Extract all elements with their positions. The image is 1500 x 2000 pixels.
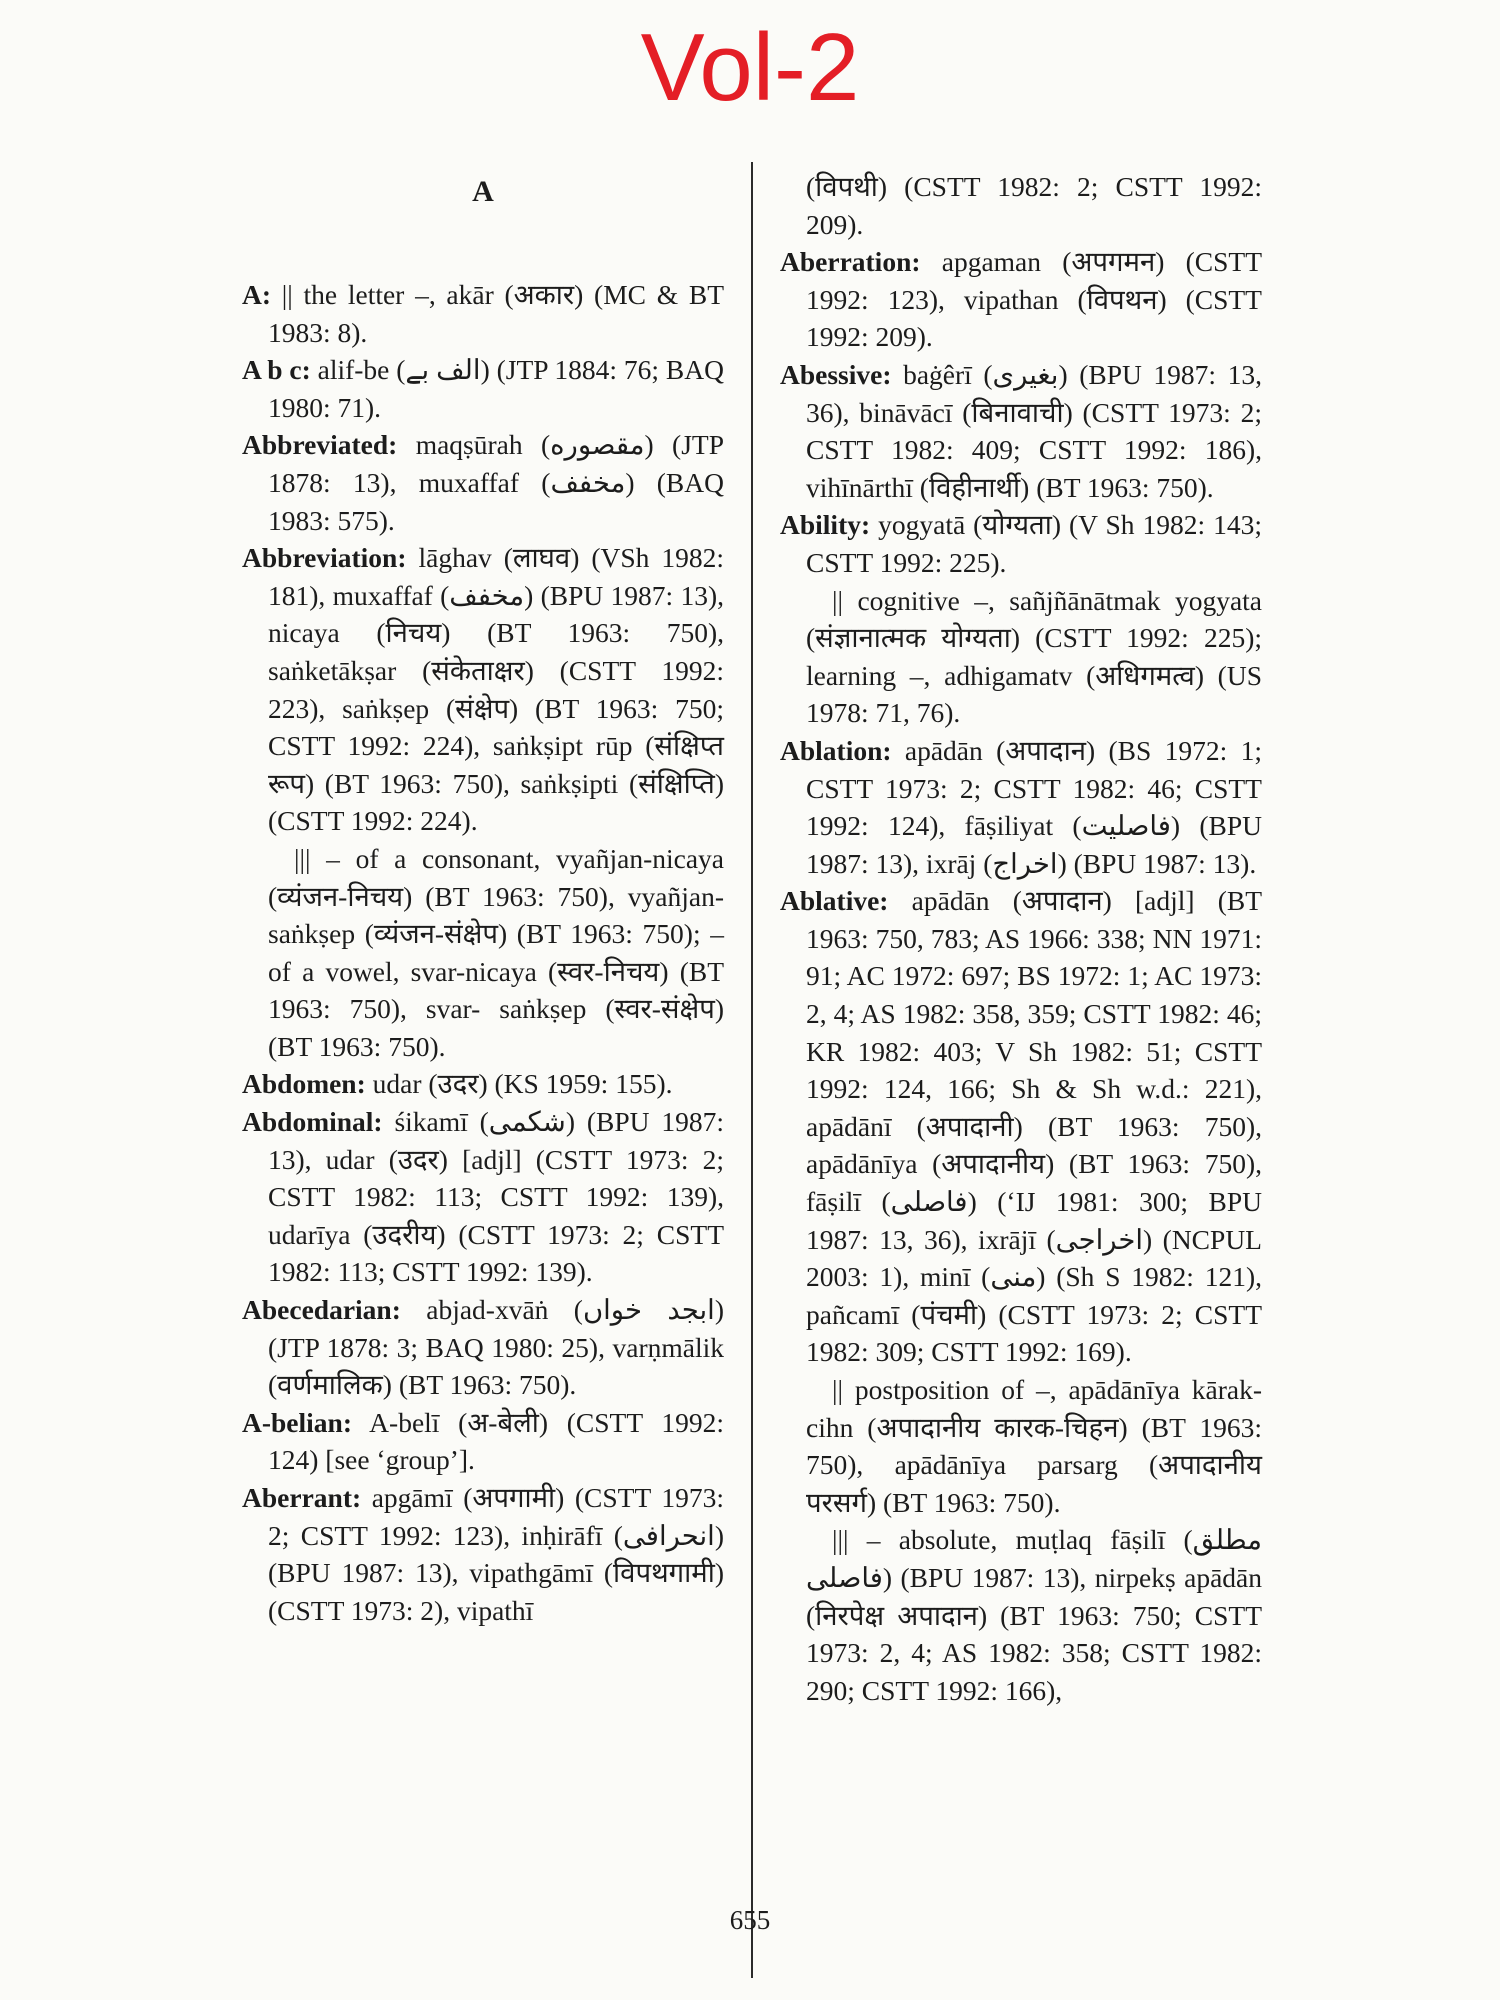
entry-aberrant <box>242 1479 724 1629</box>
left-column <box>242 168 724 1629</box>
entry-body: apgāmī (अपगामी) (CSTT 1973: 2; CSTT 1992: 123), inḥirāfī (انحرافی) (BPU 1987: 13), vipathgāmī (विपथगामी) (CSTT 1973: 2), vipathī <box>268 1482 724 1626</box>
sub-absolute: ||| – absolute, muṭlaq fāṣilī (مطلق فاصلی) (BPU 1987: 13), nirpekṣ apādān (निरपेक्ष अपादान) (BT 1963: 750; CSTT 1973: 2, 4; AS 1982: 358; CSTT 1982: 290; CSTT 1992: 166), <box>806 1524 1262 1706</box>
entry-a <box>242 276 724 351</box>
headword: A b c: <box>242 354 311 386</box>
headword: Ablation: <box>780 734 892 766</box>
entry-ability <box>780 506 1262 581</box>
headword: A-belian: <box>242 1406 352 1438</box>
headword: Abbreviation: <box>242 542 407 574</box>
entry-body: abjad-xvāṅ (ابجد خواں) (JTP 1878: 3; BAQ 1980: 25), varṇmālik (वर्णमालिक) (BT 1963: 750). <box>268 1294 724 1401</box>
entry-ablation <box>780 732 1262 882</box>
entry-body: maqṣūrah (مقصوره) (JTP 1878: 13), muxaffaf (مخفف) (BAQ 1983: 575). <box>268 429 724 536</box>
headword: Abecedarian: <box>242 1294 401 1326</box>
sub-cognitive: || cognitive –, sañjñānātmak yogyata (संज्ञानात्मक योग्यता) (CSTT 1992: 225); learning –, adhigamatv (अधिगमत्व) (US 1978: 71, 76). <box>806 584 1262 729</box>
entry-body: A-belī (अ-बेली) (CSTT 1992: 124) [see ‘group’]. <box>268 1406 724 1476</box>
headword: Ablative: <box>780 885 889 917</box>
headword: Ability: <box>780 509 871 541</box>
sub-postposition-of: || postposition of –, apādānīya kārak-cihn (अपादानीय कारक-चिहन) (BT 1963: 750), apādānīya parsarg (अपादानीय परसर्ग) (BT 1963: 750). <box>806 1374 1262 1518</box>
entry-abdomen <box>242 1065 724 1103</box>
headword: Abbreviated: <box>242 429 398 461</box>
entry-body: udar (उदर) (KS 1959: 155). <box>365 1068 673 1100</box>
headword: Aberration: <box>780 246 921 278</box>
entry-aberration <box>780 243 1262 356</box>
page-number: 655 <box>729 1905 771 1935</box>
sub-of-a-consonant: ||| – of a consonant, vyañjan-nicaya (व्यंजन-निचय) (BT 1963: 750), vyañjan-saṅkṣep (व्यंजन-संक्षेप) (BT 1963: 750); – of a vowel, svar-nicaya (स्वर-निचय) (BT 1963: 750), svar- saṅkṣep (स्वर-संक्षेप) (BT 1963: 750). <box>268 842 724 1062</box>
entry-abecedarian <box>242 1291 724 1404</box>
entry-abbreviated <box>242 426 724 539</box>
entry-body: apādān (अपादान) (BS 1972: 1; CSTT 1973: 2; CSTT 1982: 46; CSTT 1992: 124), fāṣiliyat (فاصلیت) (BPU 1987: 13), ixrāj (اخراج) (BPU 1987: 13). <box>806 734 1262 879</box>
headword: Aberrant: <box>242 1482 362 1513</box>
headword: A: <box>242 279 272 310</box>
entry-body: lāghav (लाघव) (VSh 1982: 181), muxaffaf (مخفف) (BPU 1987: 13), nicaya (निचय) (BT 1963: 750), saṅketākṣar (संकेताक्षर) (CSTT 1992: 223), saṅkṣep (संक्षेप) (BT 1963: 750; CSTT 1992: 224), saṅkṣipt rūp (संक्षिप्त रूप) (BT 1963: 750), saṅkṣipti (संक्षिप्ति) (CSTT 1992: 224). <box>268 542 724 837</box>
entry-body: || the letter –, akār (अकार) (MC & BT 1983: 8). <box>268 279 724 348</box>
headword: Abessive: <box>780 358 892 390</box>
entry-a-belian <box>242 1404 724 1479</box>
headword: Abdominal: <box>242 1106 383 1138</box>
entry-abbreviation <box>242 539 724 840</box>
right-entries <box>780 168 1262 1709</box>
entry-body: alif-be (الف بے) (JTP 1884: 76; BAQ 1980: 71). <box>268 354 724 423</box>
section-letter: A <box>472 175 494 208</box>
entry-aberrant-continued: (विपथी) (CSTT 1982: 2; CSTT 1992: 209). <box>806 171 1262 240</box>
column-divider <box>751 162 753 1978</box>
entry-abessive <box>780 356 1262 506</box>
left-entries <box>242 276 724 1629</box>
entry-body: apādān (अपादान) [adjl] (BT 1963: 750, 783; AS 1966: 338; NN 1971: 91; AC 1972: 697; BS 1972: 1; AC 1973: 2, 4; AS 1982: 358, 359; CSTT 1982: 46; KR 1982: 403; V Sh 1982: 51; CSTT 1992: 124, 166; Sh & Sh w.d.: 221), apādānī (अपादानी) (BT 1963: 750), apādānīya (अपादानीय) (BT 1963: 750), fāṣilī (فاصلی) (‘IJ 1981: 300; BPU 1987: 13, 36), ixrājī (اخراجی) (NCPUL 2003: 1), minī (منی) (Sh S 1982: 121), pañcamī (पंचमी) (CSTT 1973: 2; CSTT 1982: 309; CSTT 1992: 169). <box>806 885 1262 1368</box>
volume-title: Vol-2 <box>640 14 860 121</box>
entry-a-b-c <box>242 351 724 426</box>
entry-body: śikamī (شکمی) (BPU 1987: 13), udar (उदर) [adjl] (CSTT 1973: 2; CSTT 1982: 113; CSTT 1992: 139), udarīya (उदरीय) (CSTT 1973: 2; CSTT 1982: 113; CSTT 1992: 139). <box>268 1106 724 1288</box>
entry-body: apgaman (अपगमन) (CSTT 1992: 123), vipathan (विपथन) (CSTT 1992: 209). <box>806 246 1262 353</box>
entry-abdominal <box>242 1103 724 1291</box>
headword: Abdomen: <box>242 1068 366 1100</box>
entry-body: yogyatā (योग्यता) (V Sh 1982: 143; CSTT 1992: 225). <box>806 509 1262 578</box>
entry-ablative <box>780 882 1262 1371</box>
entry-body: baġêrī (بغیری) (BPU 1987: 13, 36), bināvācī (बिनावाची) (CSTT 1973: 2; CSTT 1982: 409; CSTT 1992: 186), vihīnārthī (विहीनार्थी) (BT 1963: 750). <box>806 358 1263 503</box>
right-column <box>780 168 1262 1709</box>
